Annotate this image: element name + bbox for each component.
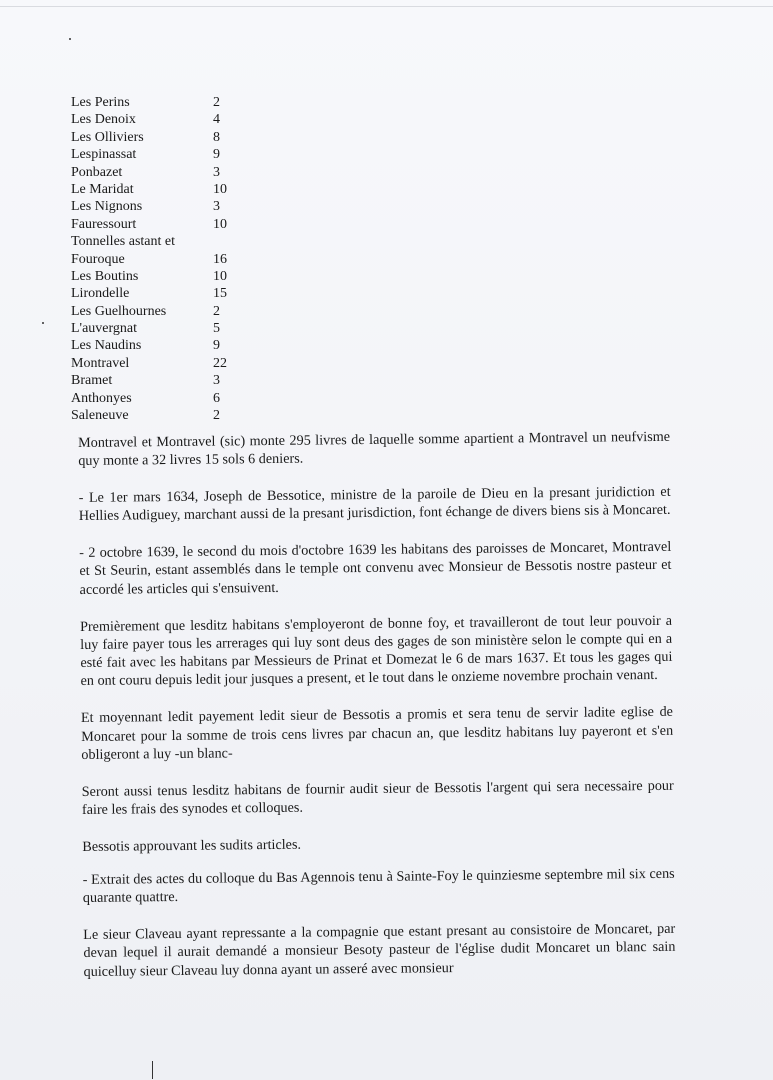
list-item-count: 10 (213, 268, 227, 284)
list-item-count: 2 (213, 303, 220, 319)
list-item-name: Les Perins (71, 95, 130, 110)
list-item (71, 111, 271, 128)
list-item-name: Fouroque (71, 251, 125, 267)
list-item-name: Bramet (71, 373, 113, 389)
list-item (71, 94, 271, 111)
list-item (71, 233, 271, 250)
paragraph-montravel-total: Montravel et Montravel (sic) monte 295 livres de laquelle somme apartient a Montravel un neufvisme quy monte a 32 livres 15 sols 6 deniers. (78, 428, 671, 470)
list-item (71, 129, 271, 146)
paragraph-payement: Et moyennant ledit payement ledit sieur de Bessotis a promis et sera tenu de servir ladite eglise de Moncaret pour la somme de trois cens livres par chacun an, que lesditz habitans luy payeront et s'en obligeront a luy -un blanc- (80, 704, 674, 763)
list-item (71, 198, 271, 215)
paragraph-synodes: Seront aussi tenus lesditz habitans de fournir audit sieur de Bessotis l'argent qui sera necessaire pour faire les frais des synodes et colloques. (81, 777, 674, 818)
list-item-name: Lirondelle (71, 286, 130, 302)
list-item-count: 9 (213, 147, 220, 163)
list-item-count: 2 (213, 408, 220, 424)
list-item (71, 407, 271, 424)
list-item-count: 15 (213, 286, 227, 302)
list-item-name: Les Denoix (71, 112, 136, 128)
paragraph-claveau: Le sieur Claveau ayant repressante a la compagnie que estant presant au consistoire de Moncaret, par devan lequel il aurait demandé a monsieur Besoty pasteur de l'église dudit Moncaret un blanc sain quicelluy sieur Claveau luy donna ayant un asseré avec monsieur (83, 920, 676, 980)
scan-speck (42, 322, 44, 324)
list-item (71, 372, 271, 389)
list-item-count: 3 (213, 373, 220, 389)
paragraph-approval: Bessotis approuvant les sudits articles. (82, 836, 302, 855)
paragraph-colloque-extract: - Extrait des actes du colloque du Bas Agennois tenu à Sainte-Foy le quinziesme septembre mil six cens quarante quattre. (82, 865, 675, 907)
list-item (71, 181, 271, 198)
page-top-edge (0, 6, 773, 7)
list-item (71, 355, 271, 372)
paragraph-premierement: Premièrement que lesditz habitans s'employeront de bonne foy, et travailleront de tout leur pouvoir a luy faire payer tous les arrerages qui luy sont deus des gages de son ministère selon le compte qui en a esté fait avec les habitans par Messieurs de Prinat et Domezat le 6 de mars 1637. Et tous les gages qui en ont couru depuis ledit jour jusques a present, et le tout dans le onzieme novembre prochain venant. (79, 612, 673, 690)
list-item-name: Les Naudins (71, 338, 142, 354)
list-item-name: Les Boutins (71, 268, 139, 284)
household-count-list (71, 94, 271, 424)
list-item-count (213, 233, 253, 250)
list-item-name: Tonnelles astant et (71, 234, 175, 250)
list-item-count: 2 (213, 95, 220, 110)
list-item (71, 268, 271, 285)
list-item-name: Ponbazet (71, 164, 123, 180)
list-item-count: 9 (213, 338, 220, 354)
list-item-count: 8 (213, 129, 220, 145)
list-item-count: 22 (213, 355, 227, 371)
list-item (71, 146, 271, 163)
list-item (71, 164, 271, 181)
list-item-name: L'auvergnat (71, 321, 138, 337)
list-item-name: Les Nignons (71, 199, 143, 215)
list-item (71, 216, 271, 233)
list-item-name: Fauressourt (71, 216, 137, 232)
list-item-name: Anthonyes (71, 390, 132, 406)
scan-margin-mark (152, 1061, 153, 1079)
list-item (71, 337, 271, 354)
list-item-name: Saleneuve (71, 408, 129, 424)
list-item-name: Lespinassat (71, 147, 137, 163)
list-item (71, 390, 271, 407)
list-item-count: 10 (213, 181, 227, 197)
list-item-count: 10 (213, 216, 227, 232)
paragraph-1634-exchange: - Le 1er mars 1634, Joseph de Bessotice, ministre de la paroile de Dieu en la presant juridiction et Hellies Audiguey, marchant aussi de la presant jurisdiction, font échange de divers biens sis à Moncaret. (78, 483, 671, 525)
list-item (71, 285, 271, 302)
list-item-count: 6 (213, 390, 220, 406)
list-item-count: 4 (213, 112, 220, 128)
scan-speck (69, 38, 71, 40)
list-item-name: Le Maridat (71, 181, 134, 197)
list-item-count: 16 (213, 251, 227, 267)
list-item-count: 3 (213, 164, 220, 180)
list-item-name: Les Olliviers (71, 129, 144, 145)
list-item (71, 251, 271, 268)
list-item-name: Montravel (71, 355, 130, 371)
list-item-count: 3 (213, 199, 220, 215)
list-item (71, 320, 271, 337)
paragraph-1639-assembly: - 2 octobre 1639, le second du mois d'octobre 1639 les habitans des paroisses de Moncaret, Montravel et St Seurin, estant assemblés dans le temple ont convenu avec Monsieur de Bessotis nostre pasteur et accordé les articles qui s'ensuivent. (79, 538, 672, 598)
list-item-name: Les Guelhournes (71, 303, 167, 319)
list-item-count: 5 (213, 321, 220, 337)
document-body (78, 428, 676, 1000)
list-item (71, 303, 271, 320)
